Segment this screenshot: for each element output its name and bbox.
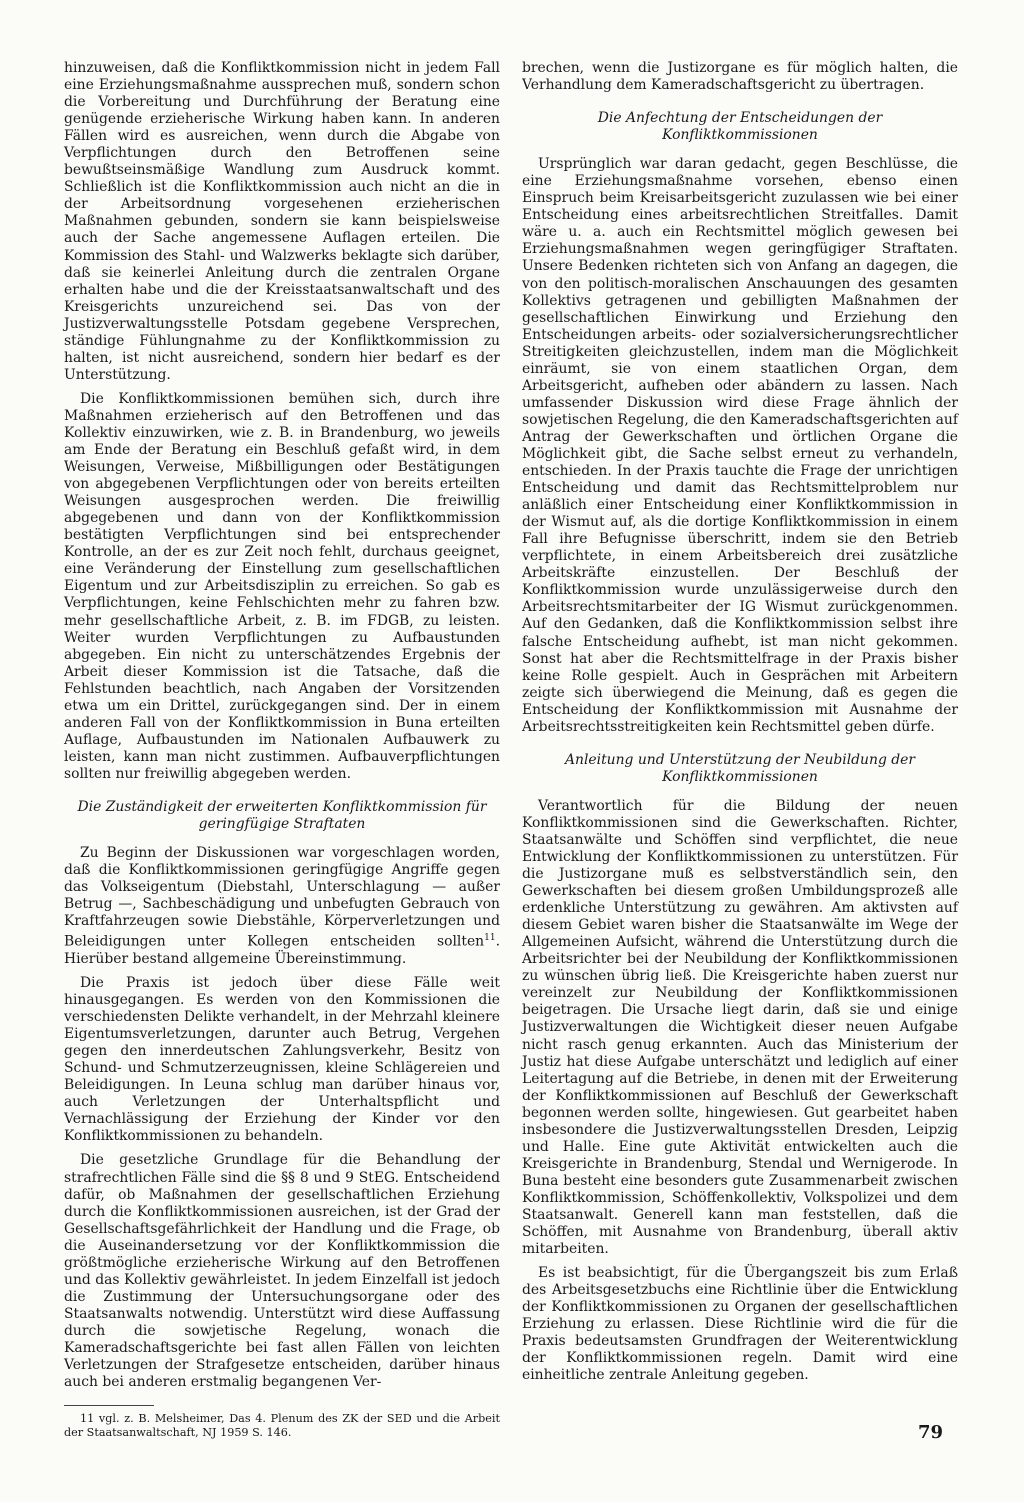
footnote-divider	[64, 1405, 154, 1406]
paragraph: Es ist beabsichtigt, für die Übergangszeit bis zum Erlaß des Arbeitsgesetzbuchs eine Richtlinie über die Entwicklung der Konfliktkommissionen zu Organen der gesellschaftlichen Erziehung zu erlassen. Diese Richtlinie wird die für die Praxis bedeutsamsten Grundfragen der Weiterentwicklung der Konfliktkommissionen regeln. Damit wird eine einheitliche zentrale Anleitung gegeben.	[522, 1265, 958, 1384]
paragraph: Verantwortlich für die Bildung der neuen Konfliktkommissionen sind die Gewerkschaften. Richter, Staatsanwälte und Schöffen sind verpflichtet, die neue Entwicklung der Konfliktkommissionen zu unterstützen. Für die Justizorgane muß es selbstverständlich sein, den Gewerkschaften bei diesem großen Umbildungsprozeß alle erdenkliche Unterstützung zu gewähren. Am aktivsten auf diesem Gebiet waren bisher die Staatsanwälte im Wege der Allgemeinen Aufsicht, während die Unterstützung durch die Arbeitsrichter bei der Neubildung der Konfliktkommissionen zu wünschen übrig ließ. Die Kreisgerichte haben zuerst nur vereinzelt zur Neubildung der Konfliktkommissionen beigetragen. Die Ursache liegt darin, daß sie und einige Justizverwaltungen die Wichtigkeit dieser neuen Aufgabe nicht rasch genug erkannten. Auch das Ministerium der Justiz hat diese Aufgabe unterschätzt und lediglich auf einer Leitertagung auf die Betriebe, in denen mit der Erweiterung der Konfliktkommissionen auf Beschluß der Gewerkschaft begonnen werden sollte, hingewiesen. Gut gearbeitet haben insbesondere die Justizverwaltungsstellen Dresden, Leipzig und Halle. Eine gute Aktivität entwickelten auch die Kreisgerichte in Brandenburg, Stendal und Wernigerode. In Buna besteht eine besonders gute Zusammenarbeit zwischen Konfliktkommission, Schöffenkollektiv, Volkspolizei und dem Staatsanwalt. Generell kann man feststellen, daß die Schöffen, mit Ausnahme von Brandenburg, überall aktiv mitarbeiten.	[522, 797, 958, 1258]
paragraph: hinzuweisen, daß die Konfliktkommission nicht in jedem Fall eine Erziehungsmaßnahme aussprechen muß, sondern schon die Vorbereitung und Durchführung der Beratung eine genügende erzieherische Wirkung haben kann. In anderen Fällen wird es ausreichen, wenn durch die Abgabe von Verpflichtungen durch den Betroffenen seine bewußtseinsmäßige Wandlung zum Ausdruck kommt. Schließlich ist die Konfliktkommission auch nicht an die in der Arbeitsordnung vorgesehenen erzieherischen Maßnahmen gebunden, sondern sie kann beispielsweise auch der Sache angemessene Auflagen erteilen. Die Kommission des Stahl- und Walzwerks beklagte sich darüber, daß sie keinerlei Anleitung durch die zentralen Organe erhalten habe und die der Kreisstaatsanwaltschaft und des Kreisgerichts unzureichend sei. Das von der Justizverwaltungsstelle Potsdam gegebene Versprechen, ständige Fühlungnahme zu der Konfliktkommission zu halten, ist nicht ausreichend, sondern hier bedarf es der Unterstützung.	[64, 60, 500, 383]
paragraph	[64, 845, 500, 968]
paragraph: Ursprünglich war daran gedacht, gegen Beschlüsse, die eine Erziehungsmaßnahme vorsehen, ebenso einen Einspruch beim Kreisarbeitsgericht zuzulassen wie bei einer Entscheidung eines arbeitsrechtlichen Streitfalles. Damit wäre u. a. auch ein Rechtsmittel möglich gewesen bei Erziehungsmaßnahmen wegen geringfügiger Straftaten. Unsere Bedenken richteten sich von Anfang an dagegen, die von den politisch-moralischen Anschauungen des gesamten Kollektivs getragenen und gebilligten Maßnahmen der gesellschaftlichen Einwirkung und Erziehung den Entscheidungen arbeits- oder sozialversicherungsrechtlicher Streitigkeiten gleichzustellen, indem man die Möglichkeit einräumt, sie von einem staatlichen Organ, dem Arbeitsgericht, aufheben oder abändern zu lassen. Nach umfassender Diskussion wird diese Frage ähnlich der sowjetischen Regelung, die den Kameradschaftsgerichten auf Antrag der Gewerkschaften und örtlichen Organe die Möglichkeit gibt, die Sache selbst erneut zu verhandeln, entschieden. In der Praxis tauchte die Frage der unrichtigen Entscheidung und damit das Rechtsmittelproblem nur anläßlich einer Entscheidung einer Konfliktkommission in der Wismut auf, als die dortige Konfliktkommission in einem Fall ihre Befugnisse überschritt, indem sie den Betrieb verpflichtete, in einem Arbeitsbereich drei zusätzliche Arbeitskräfte einzustellen. Der Beschluß der Konfliktkommission wurde unzulässigerweise durch den Arbeitsrechtsmitarbeiter der IG Wismut zurückgenommen. Auf den Gedanken, daß die Konfliktkommission selbst ihre falsche Entscheidung aufhebt, ist man nicht gekommen. Sonst hat aber die Rechtsmittelfrage in der Praxis bisher keine Rolle gespielt. Auch in Gesprächen mit Arbeitern zeigte sich überwiegend die Meinung, daß es gegen die Entscheidung der Konfliktkommission mit Ausnahme der Arbeitsrechtsstreitigkeiten kein Rechtsmittel geben dürfe.	[522, 156, 958, 735]
page-number: 79	[918, 1422, 944, 1443]
paragraph: Die gesetzliche Grundlage für die Behandlung der strafrechtlichen Fälle sind die §§ 8 und 9 StEG. Entscheidend dafür, ob Maßnahmen der gesellschaftlichen Erziehung durch die Konfliktkommissionen ausreichen, ist der Grad der Gesellschaftsgefährlichkeit der Handlung und die Frage, ob die Auseinandersetzung vor der Konfliktkommission die größtmögliche erzieherische Wirkung auf den Betroffenen und das Kollektiv gewährleistet. In jedem Einzelfall ist jedoch die Zustimmung der Untersuchungsorgane oder des Staatsanwalts notwendig. Unterstützt wird diese Auffassung durch die sowjetische Regelung, wonach die Kameradschaftsgerichte bei fast allen Fällen von leichten Verletzungen der Strafgesetze entscheiden, darüber hinaus auch bei anderen erstmalig begangenen Ver-	[64, 1152, 500, 1391]
section-heading: Die Anfechtung der Entscheidungen der Konfliktkommissionen	[597, 110, 883, 144]
right-column	[522, 60, 958, 1384]
paragraph: Die Konfliktkommissionen bemühen sich, durch ihre Maßnahmen erzieherisch auf den Betroffenen und das Kollektiv einzuwirken, wie z. B. in Brandenburg, wo jeweils am Ende der Beratung ein Beschluß gefaßt wird, in dem Weisungen, Verweise, Mißbilligungen oder Bestätigungen von abgegebenen Verpflichtungen oder von bereits erteilten Weisungen ausgesprochen werden. Die freiwillig abgegebenen und dann von der Konfliktkommission bestätigten Verpflichtungen sind bei entsprechender Kontrolle, an der es zur Zeit noch fehlt, durchaus geeignet, eine Veränderung der Einstellung zum gesellschaftlichen Eigentum und zur Arbeitsdisziplin zu erreichen. So gab es Verpflichtungen, keine Fehlschichten mehr zu fahren bzw. mehr gesellschaftliche Arbeit, z. B. im FDGB, zu leisten. Weiter wurden Verpflichtungen zu Aufbaustunden abgegeben. Ein nicht zu unterschätzendes Ergebnis der Arbeit dieser Kommission ist die Tatsache, daß die Fehlstunden beachtlich, nach Angaben der Vorsitzenden etwa um ein Drittel, zurückgegangen sind. Der in einem anderen Fall von der Konfliktkommission in Buna erteilten Auflage, Aufbaustunden im Nationalen Aufbauwerk zu leisten, kann man nicht zustimmen. Aufbauverpflichtungen sollten nur freiwillig abgegeben werden.	[64, 390, 500, 782]
paragraph-text: . Hierüber bestand allgemeine Übereinstimmung.	[64, 933, 500, 967]
paragraph: Die Praxis ist jedoch über diese Fälle weit hinausgegangen. Es werden von den Kommissionen die verschiedensten Delikte verhandelt, in der Mehrzahl kleinere Eigentumsverletzungen, darunter auch Betrug, Vergehen gegen den innerdeutschen Zahlungsverkehr, Besitz von Schund- und Schmutzerzeugnissen, kleine Schlägereien und Beleidigungen. In Leuna schlug man darüber hinaus vor, auch Verletzungen der Unterhaltspflicht und Vernachlässigung der Erziehung der Kinder vor den Konfliktkommissionen zu behandeln.	[64, 975, 500, 1145]
section-heading: Die Zuständigkeit der erweiterten Konfliktkommission für geringfügige Straftaten	[77, 798, 487, 833]
paragraph-text: Zu Beginn der Diskussionen war vorgeschlagen worden, daß die Konfliktkommissionen geringfügige Angriffe gegen das Volkseigentum (Diebstahl, Unterschlagung — außer Betrug —, Sachbeschädigung und unbefugten Gebrauch von Kraftfahrzeugen sowie Diebstähle, Körperverletzungen und Beleidigungen unter Kollegen entscheiden sollten	[64, 845, 500, 950]
left-column	[64, 60, 500, 1440]
section-heading: Anleitung und Unterstützung der Neubildung der Konfliktkommissionen	[564, 751, 916, 785]
footnote-reference: 11	[484, 933, 496, 944]
footnote: 11 vgl. z. B. Melsheimer, Das 4. Plenum des ZK der SED und die Arbeit der Staatsanwaltschaft, NJ 1959 S. 146.	[64, 1412, 500, 1440]
paragraph: brechen, wenn die Justizorgane es für möglich halten, die Verhandlung dem Kameradschaftsgericht zu übertragen.	[522, 60, 958, 94]
